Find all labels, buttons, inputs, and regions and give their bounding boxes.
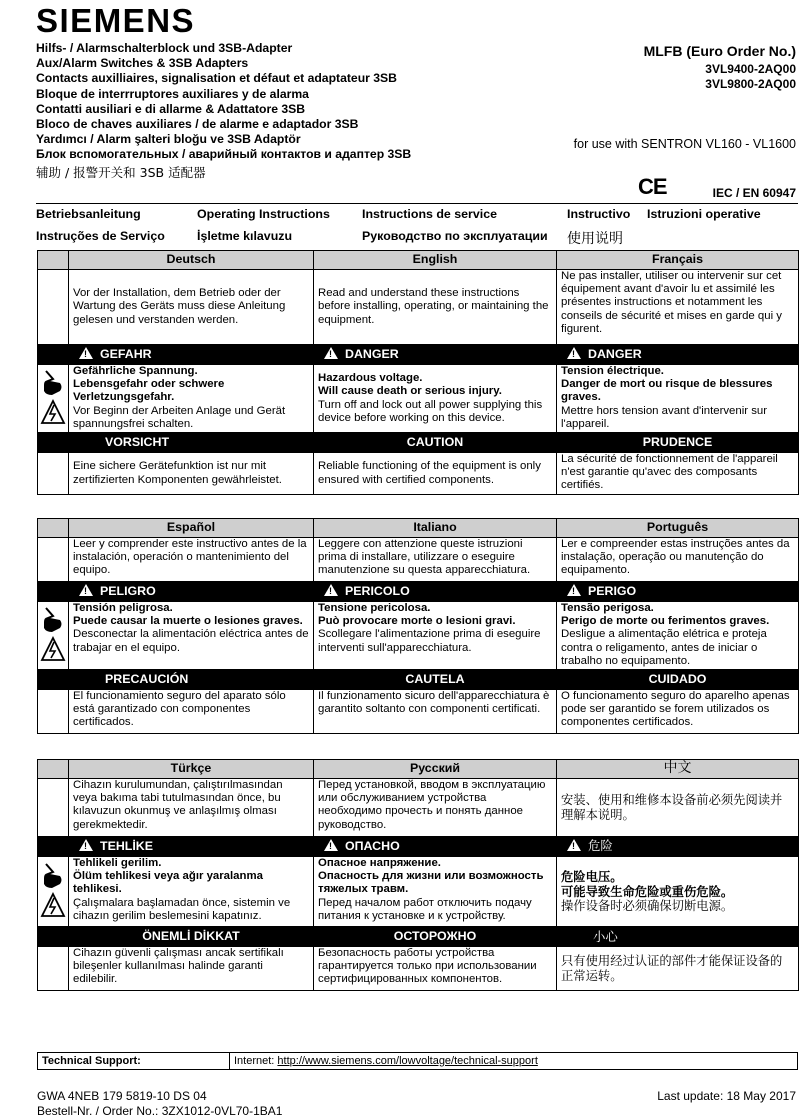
warning-triangle-icon bbox=[324, 839, 338, 851]
caution-header: PRUDENCE bbox=[557, 433, 799, 453]
danger-header: ! 危险 bbox=[557, 837, 799, 857]
danger-text: Hazardous voltage. Will cause death or serious injury. Turn off and lock out all power supplying this device before working on this device. bbox=[314, 365, 557, 433]
op-fr: Instructions de service bbox=[362, 207, 497, 221]
intro-text: Ne pas installer, utiliser ou intervenir sur cet équipement avant d'avoir lu et assimilé les présentes instructions et notamment les conseils de sécurité et mises en garde qui y figurent. bbox=[557, 270, 799, 345]
danger-text: Tension électrique. Danger de mort ou risque de blessures graves. Mettre hors tension avant d'intervenir sur l'appareil. bbox=[557, 365, 799, 433]
danger-header: ! ОПАСНО bbox=[314, 837, 557, 857]
op-tr: İşletme kılavuzu bbox=[197, 229, 293, 243]
warning-triangle-icon bbox=[567, 584, 581, 596]
danger-text: Gefährliche Spannung. Lebensgefahr oder schwere Verletzungsgefahr. Vor Beginn der Arbeiten Anlage und Gerät spannungsfrei schalten. bbox=[69, 365, 314, 433]
section-tr-ru-cn bbox=[37, 759, 799, 991]
electric-shock-icon bbox=[40, 858, 66, 920]
siemens-logo: SIEMENS bbox=[36, 2, 196, 39]
caution-text: Eine sichere Gerätefunktion ist nur mit zertifizierten Komponenten gewährleistet. bbox=[69, 453, 314, 495]
title-tr: Yardımcı / Alarm şalteri bloğu ve 3SB Adaptör bbox=[36, 132, 301, 147]
title-pt: Bloco de chaves auxiliares / de alarme e adaptador 3SB bbox=[36, 117, 359, 132]
mlfb-heading: MLFB (Euro Order No.) bbox=[643, 43, 796, 59]
lang-header: Português bbox=[557, 519, 799, 538]
danger-header: ! DANGER bbox=[557, 345, 799, 365]
warning-triangle-icon bbox=[79, 584, 93, 596]
danger-text: 危险电压。 可能导致生命危险或重伤危险。 操作设备时必须确保切断电源。 bbox=[557, 857, 799, 927]
op-en: Operating Instructions bbox=[197, 207, 330, 221]
caution-header: VORSICHT bbox=[69, 433, 314, 453]
warning-triangle-icon bbox=[324, 347, 338, 359]
lang-header: Русский bbox=[314, 760, 557, 779]
warning-triangle-icon bbox=[79, 839, 93, 851]
caution-header: CAUTION bbox=[314, 433, 557, 453]
lang-header: English bbox=[314, 251, 557, 270]
op-pt: Instruções de Serviço bbox=[36, 229, 165, 243]
standard-label: IEC / EN 60947 bbox=[712, 186, 796, 200]
op-cn: 使用说明 bbox=[567, 231, 623, 247]
caution-header: ОСТОРОЖНО bbox=[314, 927, 557, 947]
caution-text: Cihazın güvenli çalışması ancak sertifikalı bileşenler kullanılması halinde garanti edilebilir. bbox=[69, 947, 314, 991]
lang-header: Deutsch bbox=[69, 251, 314, 270]
intro-text: Перед установкой, вводом в эксплуатацию или обслуживанием устройства необходимо прочесть и понять данное руководство. bbox=[314, 779, 557, 837]
danger-header: !GEFAHR bbox=[69, 345, 314, 365]
op-es: Instructivo bbox=[567, 207, 631, 221]
danger-text: Tensão perigosa. Perigo de morte ou ferimentos graves. Desligue a alimentação elétrica e proteja contra o religamento, antes de iniciar o trabalho no equipamento. bbox=[557, 602, 799, 670]
intro-text: Leer y comprender este instructivo antes de la instalación, operación o mantenimiento del equipo. bbox=[69, 538, 314, 582]
title-it: Contatti ausiliari e di allarme & Adattatore 3SB bbox=[36, 101, 306, 116]
for-use-note: for use with SENTRON VL160 - VL1600 bbox=[573, 137, 796, 151]
operating-instructions-row bbox=[36, 207, 798, 251]
op-ru: Руководство по эксплуатации bbox=[362, 229, 548, 243]
caution-text: O funcionamento seguro do aparelho apenas pode ser garantido se forem utilizados os componentes certificados. bbox=[557, 690, 799, 734]
lang-header: 中文 bbox=[557, 760, 799, 779]
title-en: Aux/Alarm Switches & 3SB Adapters bbox=[36, 56, 249, 71]
hazard-icons bbox=[38, 602, 69, 670]
lang-header: Italiano bbox=[314, 519, 557, 538]
section-es-it-pt bbox=[37, 518, 799, 734]
support-link[interactable]: http://www.siemens.com/lowvoltage/technical-support bbox=[277, 1055, 538, 1067]
support-internet bbox=[230, 1053, 798, 1070]
support-label: Technical Support: bbox=[38, 1053, 230, 1070]
danger-header: ! PERIGO bbox=[557, 582, 799, 602]
caution-text: Il funzionamento sicuro dell'apparecchiatura è garantito soltanto con componenti certificati. bbox=[314, 690, 557, 734]
lang-header: Español bbox=[69, 519, 314, 538]
intro-text: Cihazın kurulumundan, çalıştırılmasından veya bakıma tabi tutulmasından önce, bu kılavuzun okunmuş ve anlaşılmış olması gerekmektedir. bbox=[69, 779, 314, 837]
intro-text: 安装、使用和维修本设备前必须先阅读并理解本说明。 bbox=[557, 779, 799, 837]
caution-text: Reliable functioning of the equipment is only ensured with certified components. bbox=[314, 453, 557, 495]
intro-text: Vor der Installation, dem Betrieb oder der Wartung des Geräts muss diese Anleitung gelesen und verstanden werden. bbox=[69, 270, 314, 345]
warning-triangle-icon bbox=[324, 584, 338, 596]
op-de: Betriebsanleitung bbox=[36, 207, 141, 221]
danger-text: Tensione pericolosa. Può provocare morte o lesioni gravi. Scollegare l'alimentazione prima di eseguire interventi sull'apparecchiatura. bbox=[314, 602, 557, 670]
lang-header: Türkçe bbox=[69, 760, 314, 779]
product-titles bbox=[36, 41, 556, 180]
warning-triangle-icon bbox=[567, 347, 581, 359]
caution-header: ÖNEMLİ DİKKAT bbox=[69, 927, 314, 947]
intro-text: Ler e compreender estas instruções antes da instalação, operação ou manutenção do equipamento. bbox=[557, 538, 799, 582]
mlfb-block bbox=[644, 43, 796, 92]
hazard-icons bbox=[38, 365, 69, 433]
danger-text: Tehlikeli gerilim. Ölüm tehlikesi veya ağır yaralanma tehlikesi. Çalışmalara başlamadan önce, sistemin ve cihazın gerilim beslemesini kapatınız. bbox=[69, 857, 314, 927]
lang-header: Français bbox=[557, 251, 799, 270]
caution-header: PRECAUCIÓN bbox=[69, 670, 314, 690]
hazard-icons bbox=[38, 857, 69, 927]
warning-triangle-icon bbox=[567, 839, 581, 851]
mlfb-number: 3VL9800-2AQ00 bbox=[705, 77, 796, 91]
technical-support-box bbox=[37, 1052, 798, 1070]
title-cn: 辅助 / 报警开关和 3SB 适配器 bbox=[36, 164, 206, 180]
danger-header: ! DANGER bbox=[314, 345, 557, 365]
warning-triangle-icon bbox=[79, 347, 93, 359]
electric-shock-icon bbox=[40, 365, 66, 427]
danger-header: ! PERICOLO bbox=[314, 582, 557, 602]
mlfb-number: 3VL9400-2AQ00 bbox=[705, 62, 796, 76]
section-de-en-fr bbox=[37, 250, 799, 495]
caution-text: El funcionamiento seguro del aparato sólo está garantizado con componentes certificados. bbox=[69, 690, 314, 734]
electric-shock-icon bbox=[40, 602, 66, 664]
caution-header: 小心 bbox=[557, 927, 799, 947]
caution-text: La sécurité de fonctionnement de l'appareil n'est garantie qu'avec des composants certifiés. bbox=[557, 453, 799, 495]
op-it: Istruzioni operative bbox=[647, 207, 761, 221]
title-de: Hilfs- / Alarmschalterblock und 3SB-Adapter bbox=[36, 41, 293, 55]
danger-header: !TEHLİKE bbox=[69, 837, 314, 857]
title-fr: Contacts auxilliaires, signalisation et défaut et adaptateur 3SB bbox=[36, 71, 397, 86]
danger-text: Tensión peligrosa. Puede causar la muerte o lesiones graves. Desconectar la alimentación eléctrica antes de trabajar en el equipo. bbox=[69, 602, 314, 670]
ce-mark: CE bbox=[638, 174, 667, 199]
title-ru: Блок вспомогательных / аварийный контактов и адаптер 3SB bbox=[36, 147, 412, 162]
intro-text: Leggere con attenzione queste istruzioni prima di installare, utilizzare o eseguire manutenzione su questa apparecchiatura. bbox=[314, 538, 557, 582]
last-update: Last update: 18 May 2017 bbox=[657, 1089, 796, 1103]
caution-text: Безопасность работы устройства гарантируется только при использовании сертифицированных компонентов. bbox=[314, 947, 557, 991]
intro-text: Read and understand these instructions before installing, operating, or maintaining the equipment. bbox=[314, 270, 557, 345]
document-id: GWA 4NEB 179 5819-10 DS 04 bbox=[37, 1089, 207, 1103]
caution-text: 只有使用经过认证的部件才能保证设备的正常运转。 bbox=[557, 947, 799, 991]
internet-label: Internet: bbox=[234, 1055, 278, 1067]
order-number: Bestell-Nr. / Order No.: 3ZX1012-0VL70-1BA1 bbox=[37, 1104, 283, 1118]
danger-text: Опасное напряжение. Опасность для жизни или возможность тяжелых травм. Перед началом работ отключить подачу питания к установке и к устройству. bbox=[314, 857, 557, 927]
caution-header: CAUTELA bbox=[314, 670, 557, 690]
divider bbox=[36, 203, 798, 204]
title-es: Bloque de interrruptores auxiliares y de alarma bbox=[36, 86, 309, 101]
caution-header: CUIDADO bbox=[557, 670, 799, 690]
danger-header: !PELIGRO bbox=[69, 582, 314, 602]
